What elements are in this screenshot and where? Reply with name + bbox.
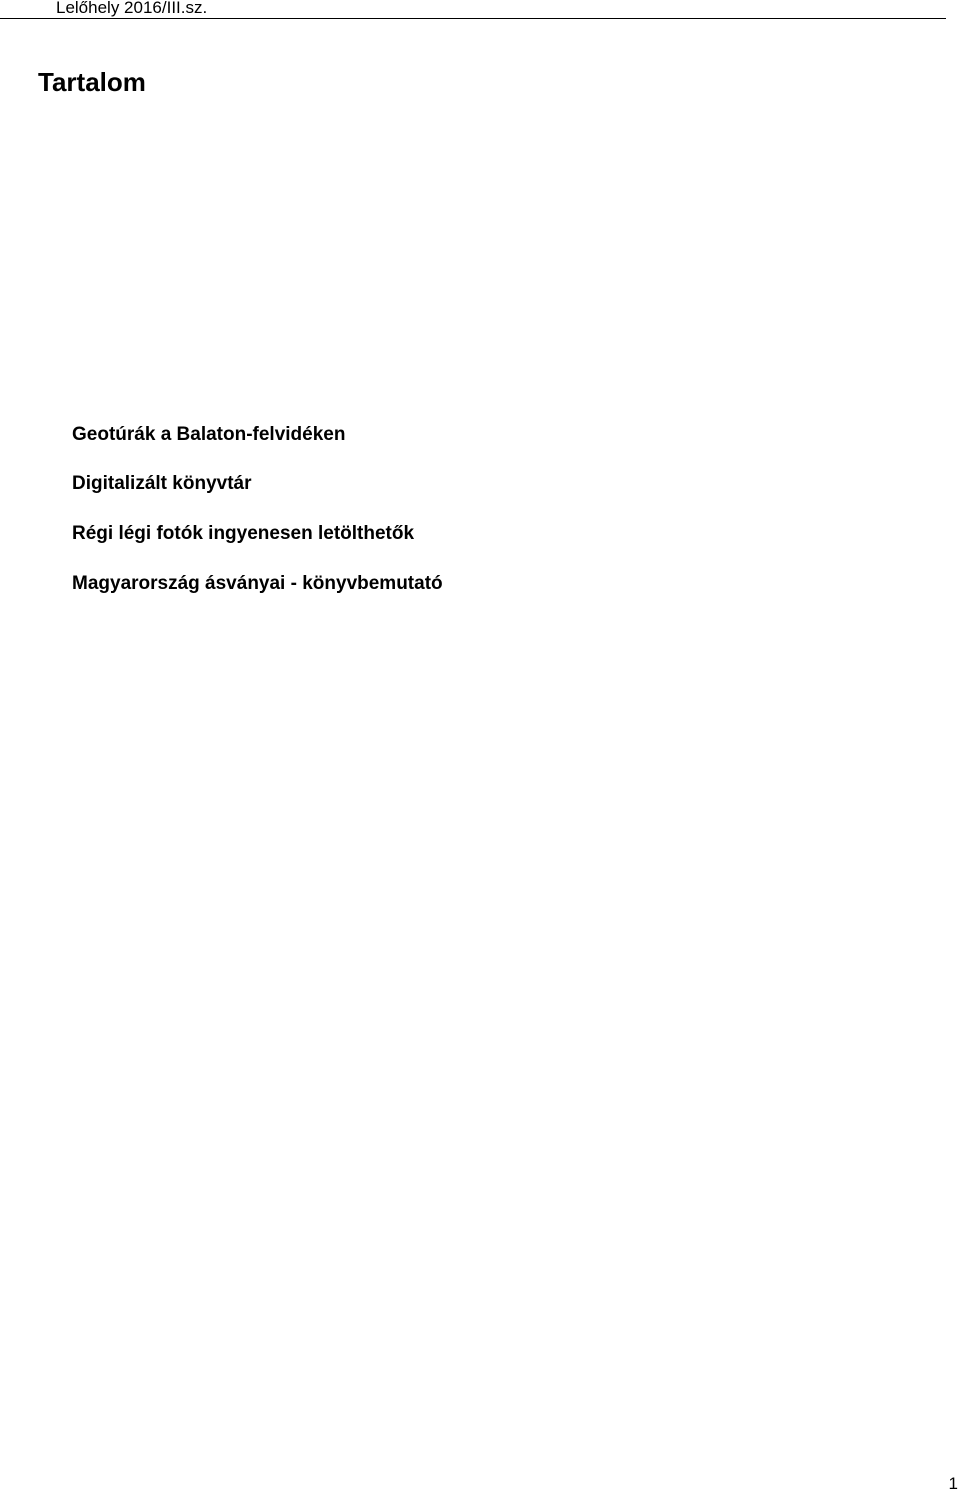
running-header	[0, 0, 946, 19]
sub-item-legi-fotok: Régi légi fotók ingyenesen letölthetők	[72, 523, 415, 544]
sub-item-asvanyai: Magyarország ásványai - könyvbemutató	[72, 573, 443, 594]
sub-item-digitalizalt-konyvtar: Digitalizált könyvtár	[72, 473, 252, 494]
page-number: 1	[948, 1474, 958, 1493]
sub-item-geoturak: Geotúrák a Balaton-felvidéken	[72, 424, 346, 445]
header-text: Lelőhely 2016/III.sz.	[56, 0, 208, 17]
page-title: Tartalom	[38, 67, 146, 97]
